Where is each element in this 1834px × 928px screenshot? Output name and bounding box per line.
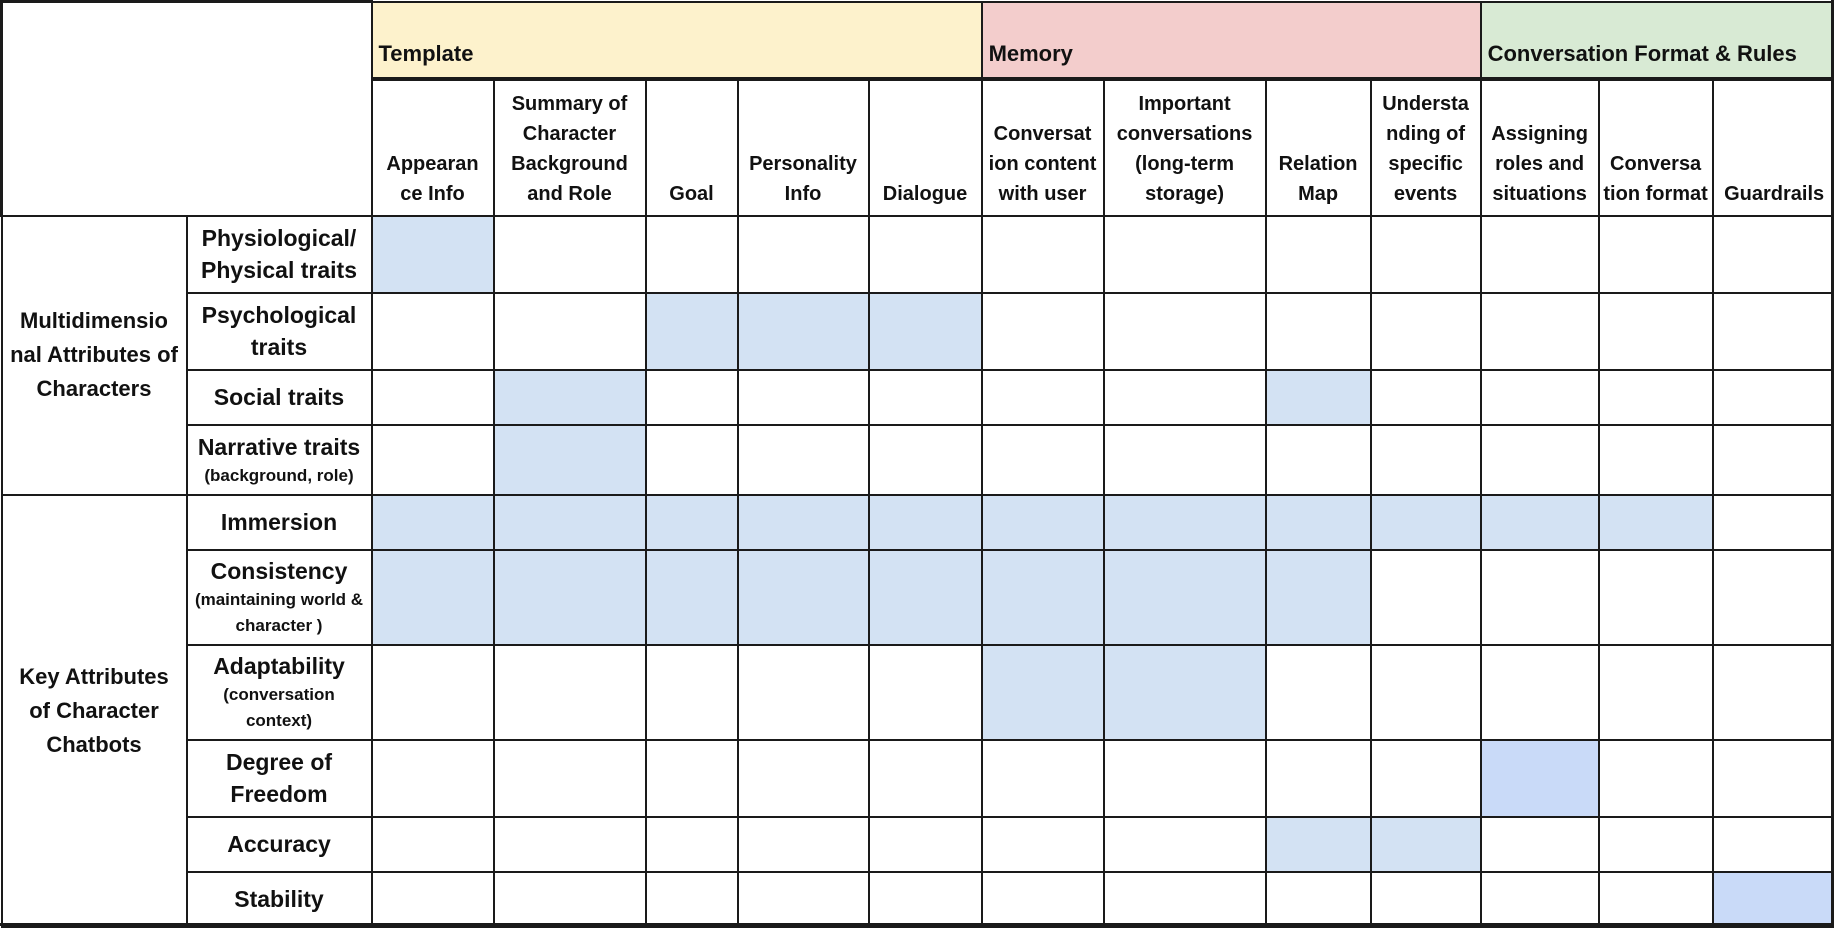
highlighted-cell <box>869 293 982 370</box>
row-header <box>187 817 372 872</box>
empty-cell <box>1599 293 1713 370</box>
highlighted-cell <box>1481 740 1599 817</box>
highlighted-cell <box>372 550 494 645</box>
highlighted-cell <box>1266 370 1371 425</box>
row-header-label: Narrative traits <box>198 434 360 460</box>
highlighted-cell <box>1266 550 1371 645</box>
highlighted-cell <box>1713 872 1834 927</box>
highlighted-cell <box>646 293 738 370</box>
empty-cell <box>738 216 869 293</box>
empty-cell <box>1481 645 1599 740</box>
empty-cell <box>738 645 869 740</box>
empty-cell <box>1713 817 1834 872</box>
empty-cell <box>1266 645 1371 740</box>
empty-cell <box>1713 645 1834 740</box>
row-header <box>187 495 372 550</box>
group-header-memory: Memory <box>982 2 1481 79</box>
empty-cell <box>738 817 869 872</box>
empty-cell <box>1599 740 1713 817</box>
empty-cell <box>1481 872 1599 927</box>
highlighted-cell <box>1104 645 1266 740</box>
empty-cell <box>982 817 1104 872</box>
empty-cell <box>1266 216 1371 293</box>
table-row <box>2 293 1834 370</box>
highlighted-cell <box>1371 495 1481 550</box>
empty-cell <box>494 293 646 370</box>
row-header-label: Adaptability <box>213 653 345 679</box>
empty-cell <box>1481 425 1599 495</box>
group-header-conversation: Conversation Format & Rules <box>1481 2 1834 79</box>
empty-cell <box>1266 872 1371 927</box>
empty-cell <box>1481 550 1599 645</box>
empty-cell <box>1713 425 1834 495</box>
empty-cell <box>1104 370 1266 425</box>
empty-cell <box>646 370 738 425</box>
column-header: Summary of Character Background and Role <box>494 79 646 216</box>
highlighted-cell <box>982 645 1104 740</box>
empty-cell <box>738 370 869 425</box>
empty-cell <box>869 425 982 495</box>
empty-cell <box>869 872 982 927</box>
empty-cell <box>1713 293 1834 370</box>
empty-cell <box>1481 370 1599 425</box>
empty-cell <box>646 216 738 293</box>
empty-cell <box>494 216 646 293</box>
highlighted-cell <box>646 495 738 550</box>
row-header <box>187 740 372 817</box>
row-header <box>187 425 372 495</box>
empty-cell <box>982 872 1104 927</box>
empty-cell <box>1266 425 1371 495</box>
empty-cell <box>494 645 646 740</box>
column-header: Personality Info <box>738 79 869 216</box>
empty-cell <box>738 425 869 495</box>
empty-cell <box>869 216 982 293</box>
row-header <box>187 370 372 425</box>
category-key-attributes: Key Attributes of Character Chatbots <box>2 495 187 927</box>
empty-cell <box>738 872 869 927</box>
table-row <box>2 817 1834 872</box>
table-row <box>2 370 1834 425</box>
empty-cell <box>1371 550 1481 645</box>
empty-cell <box>1599 370 1713 425</box>
empty-cell <box>1104 293 1266 370</box>
empty-cell <box>372 645 494 740</box>
empty-cell <box>869 645 982 740</box>
highlighted-cell <box>1599 495 1713 550</box>
empty-cell <box>1371 872 1481 927</box>
highlighted-cell <box>372 495 494 550</box>
empty-cell <box>1371 645 1481 740</box>
highlighted-cell <box>738 495 869 550</box>
empty-cell <box>372 872 494 927</box>
group-header-row <box>2 2 1834 79</box>
highlighted-cell <box>494 495 646 550</box>
empty-cell <box>372 817 494 872</box>
table-body <box>2 216 1834 927</box>
row-header-label: Stability <box>234 886 323 912</box>
empty-cell <box>1713 740 1834 817</box>
empty-cell <box>869 370 982 425</box>
highlighted-cell <box>1104 495 1266 550</box>
empty-cell <box>372 425 494 495</box>
empty-cell <box>1713 370 1834 425</box>
highlighted-cell <box>372 216 494 293</box>
empty-cell <box>494 872 646 927</box>
empty-cell <box>982 425 1104 495</box>
empty-cell <box>494 740 646 817</box>
empty-cell <box>738 740 869 817</box>
row-header <box>187 645 372 740</box>
highlighted-cell <box>1266 495 1371 550</box>
column-header: Important conversations (long-term storage) <box>1104 79 1266 216</box>
empty-cell <box>1266 740 1371 817</box>
empty-cell <box>869 817 982 872</box>
column-header: Appearan ce Info <box>372 79 494 216</box>
empty-cell <box>1371 216 1481 293</box>
empty-cell <box>1599 216 1713 293</box>
table-row <box>2 740 1834 817</box>
empty-cell <box>1599 872 1713 927</box>
row-header <box>187 293 372 370</box>
empty-cell <box>646 740 738 817</box>
empty-cell <box>372 740 494 817</box>
column-header: Assigning roles and situations <box>1481 79 1599 216</box>
category-multidimensional: Multidimensio nal Attributes of Characters <box>2 216 187 495</box>
highlighted-cell <box>1481 495 1599 550</box>
empty-cell <box>646 872 738 927</box>
empty-cell <box>869 740 982 817</box>
highlighted-cell <box>982 550 1104 645</box>
table-row <box>2 495 1834 550</box>
empty-cell <box>1104 817 1266 872</box>
empty-cell <box>372 293 494 370</box>
highlighted-cell <box>869 550 982 645</box>
highlighted-cell <box>646 550 738 645</box>
highlighted-cell <box>1371 817 1481 872</box>
empty-cell <box>1104 740 1266 817</box>
empty-cell <box>494 817 646 872</box>
row-header-label: Accuracy <box>227 831 331 857</box>
empty-cell <box>646 425 738 495</box>
row-header-label: Immersion <box>221 509 337 535</box>
row-header-label: Degree of Freedom <box>226 749 332 807</box>
corner-blank-cell <box>2 2 372 216</box>
empty-cell <box>646 817 738 872</box>
row-header-label: Psychological traits <box>202 302 357 360</box>
empty-cell <box>1104 216 1266 293</box>
highlighted-cell <box>494 550 646 645</box>
row-header-sublabel: (conversation context) <box>192 682 367 734</box>
empty-cell <box>1599 817 1713 872</box>
column-header: Goal <box>646 79 738 216</box>
empty-cell <box>1371 293 1481 370</box>
table-row <box>2 645 1834 740</box>
empty-cell <box>1713 495 1834 550</box>
column-header: Dialogue <box>869 79 982 216</box>
empty-cell <box>1104 872 1266 927</box>
table-row <box>2 872 1834 927</box>
empty-cell <box>1371 425 1481 495</box>
highlighted-cell <box>982 495 1104 550</box>
row-header <box>187 872 372 927</box>
empty-cell <box>1104 425 1266 495</box>
highlighted-cell <box>494 370 646 425</box>
column-header: Understa nding of specific events <box>1371 79 1481 216</box>
highlighted-cell <box>738 293 869 370</box>
empty-cell <box>982 293 1104 370</box>
row-header-sublabel: (background, role) <box>192 463 367 489</box>
empty-cell <box>1713 550 1834 645</box>
empty-cell <box>372 370 494 425</box>
table-row <box>2 425 1834 495</box>
empty-cell <box>1481 216 1599 293</box>
empty-cell <box>982 370 1104 425</box>
table-row <box>2 550 1834 645</box>
empty-cell <box>982 740 1104 817</box>
empty-cell <box>1371 370 1481 425</box>
highlighted-cell <box>738 550 869 645</box>
empty-cell <box>1713 216 1834 293</box>
column-header: Conversat ion content with user <box>982 79 1104 216</box>
row-header <box>187 216 372 293</box>
row-header-label: Physiological/ Physical traits <box>201 225 357 283</box>
empty-cell <box>1599 645 1713 740</box>
empty-cell <box>1481 817 1599 872</box>
empty-cell <box>646 645 738 740</box>
empty-cell <box>1266 293 1371 370</box>
empty-cell <box>1371 740 1481 817</box>
highlighted-cell <box>869 495 982 550</box>
column-header: Conversa tion format <box>1599 79 1713 216</box>
empty-cell <box>982 216 1104 293</box>
empty-cell <box>1599 425 1713 495</box>
row-header-label: Consistency <box>211 558 348 584</box>
table-row <box>2 216 1834 293</box>
empty-cell <box>1599 550 1713 645</box>
empty-cell <box>1481 293 1599 370</box>
column-header: Guardrails <box>1713 79 1834 216</box>
highlighted-cell <box>1266 817 1371 872</box>
column-header: Relation Map <box>1266 79 1371 216</box>
row-header <box>187 550 372 645</box>
highlighted-cell <box>494 425 646 495</box>
row-header-sublabel: (maintaining world & character ) <box>192 587 367 639</box>
group-header-template: Template <box>372 2 982 79</box>
row-header-label: Social traits <box>214 384 344 410</box>
highlighted-cell <box>1104 550 1266 645</box>
